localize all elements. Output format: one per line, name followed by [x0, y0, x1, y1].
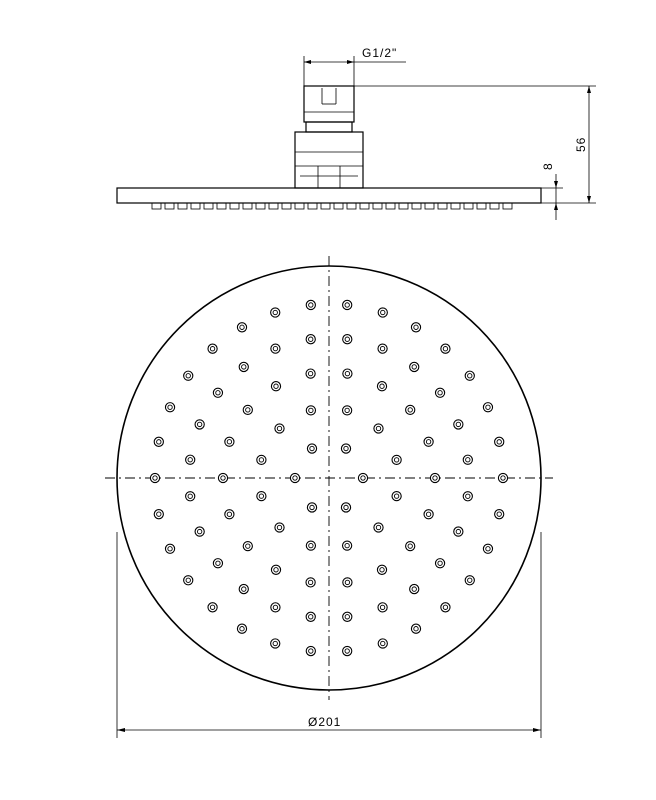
- nozzle: [406, 542, 415, 551]
- nozzle: [435, 388, 444, 397]
- nozzle: [343, 369, 352, 378]
- nozzle: [186, 492, 195, 501]
- side-nozzle: [191, 203, 200, 209]
- side-nozzle: [308, 203, 317, 209]
- nozzle: [213, 388, 222, 397]
- side-nozzle: [373, 203, 382, 209]
- nozzle: [154, 510, 163, 519]
- side-nozzle: [477, 203, 486, 209]
- nozzle: [392, 455, 401, 464]
- nozzle: [374, 424, 383, 433]
- side-nozzle: [295, 203, 304, 209]
- nozzle: [454, 420, 463, 429]
- height-dimension-label: 56: [574, 136, 588, 152]
- nozzle: [218, 473, 227, 482]
- nozzle: [411, 624, 420, 633]
- side-nozzle: [347, 203, 356, 209]
- nozzle: [257, 455, 266, 464]
- side-nozzle: [425, 203, 434, 209]
- side-nozzle: [503, 203, 512, 209]
- nozzle: [465, 576, 474, 585]
- side-nozzle: [282, 203, 291, 209]
- nozzle: [186, 455, 195, 464]
- nozzle: [275, 424, 284, 433]
- nozzle: [306, 406, 315, 415]
- nozzle: [424, 510, 433, 519]
- nozzle: [341, 444, 350, 453]
- side-nozzle: [386, 203, 395, 209]
- side-nozzle: [165, 203, 174, 209]
- nozzle: [343, 300, 352, 309]
- nozzle: [358, 473, 367, 482]
- nozzle: [275, 523, 284, 532]
- nozzle: [378, 639, 387, 648]
- nozzle: [495, 437, 504, 446]
- nozzle: [343, 646, 352, 655]
- side-nozzle: [334, 203, 343, 209]
- nozzle: [377, 382, 386, 391]
- nozzle: [307, 444, 316, 453]
- side-nozzle: [399, 203, 408, 209]
- side-nozzle: [256, 203, 265, 209]
- side-nozzle: [178, 203, 187, 209]
- nozzle: [165, 544, 174, 553]
- side-nozzle: [438, 203, 447, 209]
- nozzle: [498, 473, 507, 482]
- nozzle: [465, 371, 474, 380]
- nozzle: [343, 578, 352, 587]
- nozzle: [271, 639, 280, 648]
- nozzle: [165, 403, 174, 412]
- nozzle: [225, 510, 234, 519]
- nozzle: [441, 344, 450, 353]
- nozzle: [237, 624, 246, 633]
- nozzle: [378, 344, 387, 353]
- nozzle: [195, 420, 204, 429]
- nozzle: [435, 559, 444, 568]
- side-nozzle: [412, 203, 421, 209]
- nozzle: [150, 473, 159, 482]
- nozzle: [257, 492, 266, 501]
- nozzle: [410, 362, 419, 371]
- nozzle: [306, 578, 315, 587]
- nozzle: [463, 455, 472, 464]
- nozzle: [306, 369, 315, 378]
- nozzle: [213, 559, 222, 568]
- nozzle: [306, 335, 315, 344]
- nozzle: [343, 335, 352, 344]
- nozzle: [225, 437, 234, 446]
- plate-thickness-label: 8: [541, 162, 555, 170]
- nozzle: [424, 437, 433, 446]
- nozzle: [306, 300, 315, 309]
- side-nozzle: [269, 203, 278, 209]
- nozzle: [154, 437, 163, 446]
- nozzle: [374, 523, 383, 532]
- nozzle: [307, 503, 316, 512]
- nozzle: [195, 527, 204, 536]
- nozzle: [463, 492, 472, 501]
- nozzle: [184, 371, 193, 380]
- nozzle: [343, 541, 352, 550]
- nozzle: [343, 612, 352, 621]
- side-nozzle: [490, 203, 499, 209]
- shower-head-plate: [117, 188, 541, 203]
- nozzle: [392, 492, 401, 501]
- nozzle: [271, 382, 280, 391]
- side-nozzle: [204, 203, 213, 209]
- nozzle: [271, 565, 280, 574]
- nozzle: [343, 406, 352, 415]
- nozzle: [430, 473, 439, 482]
- nozzle: [271, 603, 280, 612]
- nozzle: [306, 612, 315, 621]
- nozzle: [495, 510, 504, 519]
- nozzle: [243, 405, 252, 414]
- diameter-label: Ø201: [308, 715, 342, 729]
- nozzle: [271, 344, 280, 353]
- nozzle: [184, 576, 193, 585]
- nozzle: [377, 565, 386, 574]
- nozzle: [271, 308, 280, 317]
- thread-size-label: G1/2": [362, 46, 398, 60]
- nozzle: [239, 584, 248, 593]
- front-view: [105, 256, 553, 738]
- nozzle: [243, 542, 252, 551]
- side-nozzle: [217, 203, 226, 209]
- nozzle: [208, 344, 217, 353]
- side-nozzle: [464, 203, 473, 209]
- nozzle: [208, 603, 217, 612]
- nozzle: [239, 362, 248, 371]
- side-nozzle: [451, 203, 460, 209]
- nozzle: [290, 473, 299, 482]
- nozzle: [454, 527, 463, 536]
- side-nozzle: [230, 203, 239, 209]
- nozzle: [378, 603, 387, 612]
- side-nozzle: [360, 203, 369, 209]
- nozzle: [483, 403, 492, 412]
- nozzle: [441, 603, 450, 612]
- nozzle: [411, 323, 420, 332]
- nozzle: [237, 323, 246, 332]
- side-nozzle: [152, 203, 161, 209]
- nozzle: [410, 584, 419, 593]
- nozzle: [306, 541, 315, 550]
- ball-joint-housing: [295, 132, 363, 188]
- side-nozzle: [321, 203, 330, 209]
- nozzle: [483, 544, 492, 553]
- nozzle: [378, 308, 387, 317]
- nozzle: [406, 405, 415, 414]
- nozzle: [306, 646, 315, 655]
- side-nozzles: [152, 203, 512, 209]
- side-nozzle: [243, 203, 252, 209]
- side-view: [117, 46, 596, 220]
- nozzle: [341, 503, 350, 512]
